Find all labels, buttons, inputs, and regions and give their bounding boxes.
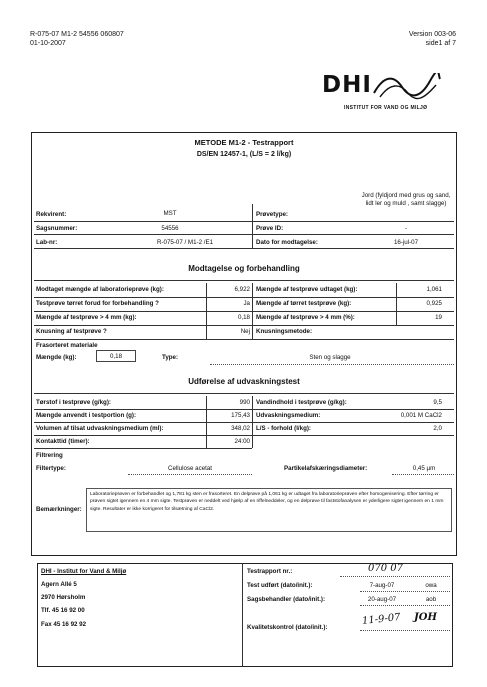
prove-id-label: Prøve ID: [256, 225, 284, 232]
lab-nr-value: R-075-07 / M1-2 /E1 [156, 239, 214, 246]
type-value: Sten og slagge [309, 354, 351, 361]
testrapport-label: Testrapport nr.: [247, 568, 293, 575]
provetype-label: Prøvetype: [256, 211, 288, 218]
table-row: Testprøve tørret forud for forbehandling ? Ja Mængde af tørret testprøve (kg): 0,925 [36, 300, 442, 307]
lab-nr-label: Lab-nr: [36, 239, 58, 246]
partikel-label: Partikelafskæringsdiameter: [284, 465, 368, 472]
document-version: Version 003-06 [408, 31, 456, 38]
table-row: Mængde anvendt i testportion (g): 175,43 Udvaskningsmedium: 0,001 M CaCl2 [36, 412, 442, 419]
table-row: Tørstof i testprøve (g/kg): 990 Vandindhold i testprøve (g/kg): 9,5 [36, 399, 442, 406]
footer-address2: 2970 Hørsholm [41, 594, 86, 601]
maengde-value: 0,18 [96, 350, 136, 362]
footer-address1: Agern Allé 5 [41, 581, 77, 588]
type-label: Type: [162, 354, 179, 361]
dhi-logo [322, 70, 456, 116]
table-row [34, 435, 454, 448]
test-udfort-label: Test udført (dato/init.): [247, 582, 313, 589]
logo-tagline: INSTITUT FOR VAND OG MILJØ [344, 105, 428, 111]
frasorteret-label: Frasorteret materiale [36, 342, 98, 349]
sagsbehandler-label: Sagsbehandler (dato/init.): [247, 596, 326, 603]
filtertype-label: Filtertype: [36, 465, 66, 472]
table-row: Knusning af testprøve ? Nej Knusningsmetode: [36, 328, 313, 335]
section-modtagelse-title: Modtagelse og forbehandling [188, 264, 300, 273]
dato-modtagelse-value: 16-jul-07 [393, 239, 419, 246]
method-subtitle: DS/EN 12457-1, (L/S = 2 l/kg) [196, 151, 292, 158]
page-number: side1 af 7 [425, 40, 456, 47]
bemaerkninger-label: Bemærkninger: [36, 506, 82, 513]
testrapport-value: 070 07 [368, 563, 403, 574]
footer-company: DHI - Institut for Vand & Miljø [41, 568, 127, 575]
logo-text: DHI [322, 72, 372, 98]
footer-phone: Tlf. 45 16 92 00 [41, 607, 85, 614]
table-row: Mængde af testprøve > 4 mm (kg): 0,18 Mængde af testprøve > 4 mm (%): 19 [36, 314, 442, 321]
rekvirent-label: Rekvirent: [36, 211, 67, 218]
kontakttid-label: Kontakttid (timer): [36, 438, 90, 445]
sagsnummer-value: 54556 [161, 225, 179, 232]
prove-id-value: - [404, 225, 408, 232]
filtertype-value: Cellulose acetat [167, 465, 213, 472]
table-row: Modtaget mængde af laboratorieprøve (kg): 6,922 Mængde af testprøve udtaget (kg): 1,061 [36, 286, 442, 293]
test-udfort-date: 7-aug-07 [369, 582, 395, 589]
test-udfort-init: owa [425, 582, 437, 589]
filtrering-label: Filtrering [36, 452, 63, 459]
kvalitetskontrol-label: Kvalitetskontrol (dato/init.): [247, 624, 328, 631]
partikel-value: 0,45 µm [412, 465, 436, 472]
sagsbehandler-date: 20-aug-07 [367, 596, 397, 603]
provetype-value: Jord (fyldjord med grus og sand, lidt ler og muld , samt slagge) [361, 192, 451, 207]
document-date: 01-10-2007 [30, 40, 66, 47]
section-udvaskning-title: Udførelse af udvaskningstest [188, 377, 300, 386]
sagsbehandler-init: aob [425, 596, 437, 603]
sagsnummer-label: Sagsnummer: [36, 225, 78, 232]
wave-logo-icon [372, 73, 442, 101]
rekvirent-value: MST [163, 210, 177, 217]
kontakttid-value: 24:00 [234, 438, 250, 445]
maengde-label: Mængde (kg): [36, 354, 77, 361]
method-title: METODE M1-2 - Testrapport [194, 138, 294, 147]
bemaerkninger-text: Laboratorieprøven er forbehandlet og 1,781 kg sten er frasorteret. En delprøve på 1,061 kg er udtaget fra laboratorieprøven efter homogenisering. Efter tørring er prøven sigtet igennem en 4 mm sigte. Testprøven er neddelt ved hjælp af en riffelneddeler, og en delprøve til faststofanalysen er yderligere sigtet igennem en 1 mm sigte. Resultater er ikke korrigeret for tilsætning af CaCl2. [86, 488, 452, 532]
dato-modtagelse-label: Dato for modtagelse: [256, 239, 318, 246]
footer-fax: Fax 45 16 92 92 [41, 621, 87, 628]
table-row: Volumen af tilsat udvaskningsmedium (ml): 348,02 L/S - forhold (l/kg): 2,0 [36, 425, 442, 432]
kvalitetskontrol-init: JOH [414, 612, 437, 623]
kvalitetskontrol-date: 11-9-07 [361, 612, 402, 627]
document-reference: R-075-07 M1-2 54556 060807 [30, 31, 124, 38]
